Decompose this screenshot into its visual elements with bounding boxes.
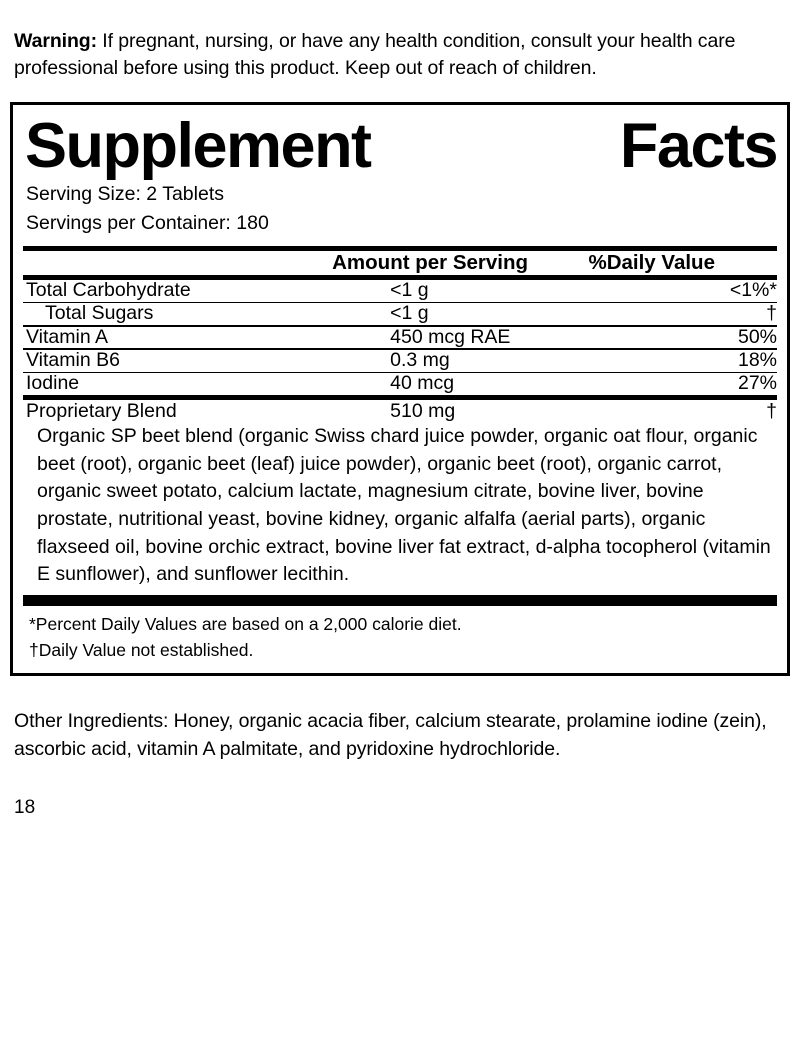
header-amount-per-serving: Amount per Serving [332,250,529,274]
panel-title-word-facts: Facts [619,111,777,182]
panel-title-word-supplement: Supplement [25,111,371,182]
nutrient-name: Total Sugars [45,302,154,325]
blend-name: Proprietary Blend [26,400,177,423]
table-row [23,350,777,372]
table-row [23,400,777,423]
table-row [23,280,777,302]
rule-below-blend [23,595,777,606]
header-nutrient [23,251,332,275]
nutrient-amount: 40 mcg [390,372,455,395]
other-ingredients: Other Ingredients: Honey, organic acacia fiber, calcium stearate, prolamine iodine (zein), ascorbic acid, vitamin A palmitate, and pyridoxine hydrochloride. [14,709,767,760]
nutrient-amount: <1 g [390,302,429,325]
footnote-dv-not-established: †Daily Value not established. [29,639,254,660]
supplement-label-page [0,20,800,1042]
table-header-row [23,251,777,275]
warning-label: Warning: [14,29,97,52]
nutrient-dv: † [766,302,777,325]
proprietary-blend-table [23,400,777,423]
nutrient-dv: 27% [737,372,777,395]
nutrient-amount: <1 g [390,278,429,301]
nutrition-table [23,251,777,275]
nutrient-amount: 0.3 mg [390,348,450,371]
nutrient-name: Vitamin B6 [26,348,120,371]
warning-text: If pregnant, nursing, or have any health condition, consult your health care professional before using this product. Keep out of reach of children. [14,29,736,80]
nutrient-dv: <1%* [729,278,777,301]
servings-per-container: Servings per Container: 180 [26,211,269,234]
footnotes [23,606,777,665]
nutrient-dv: 50% [737,325,777,348]
footnote-daily-value-basis: *Percent Daily Values are based on a 2,000 calorie diet. [29,614,462,635]
nutrient-dv: 18% [737,348,777,371]
table-row [23,303,777,325]
page-number: 18 [14,796,36,818]
blend-description: Organic SP beet blend (organic Swiss chard juice powder, organic oat flour, organic beet (root), organic beet (leaf) juice powder), organic beet (root), organic carrot, organic sweet potato, calcium lactate, magnesium citrate, bovine liver, bovine prostate, nutritional yeast, bovine kidney, organic alfalfa (aerial parts), organic flaxseed oil, bovine orchic extract, bovine liver fat extract, d-alpha tocopherol (vitamin E sunflower), and sunflower lecithin. [37,425,771,586]
table-row [23,327,777,349]
blend-amount: 510 mg [390,400,456,423]
nutrient-rows [23,280,777,395]
panel-title [23,109,777,180]
serving-size: Serving Size: 2 Tablets [26,183,224,206]
supplement-facts-panel [10,102,790,676]
nutrient-name: Iodine [26,372,80,395]
table-row [23,373,777,395]
nutrient-name: Vitamin A [26,325,109,348]
header-daily-value: %Daily Value [588,250,715,274]
nutrient-amount: 450 mcg RAE [390,325,511,348]
blend-dv: † [766,400,777,423]
warning-paragraph [10,20,790,83]
nutrient-name: Total Carbohydrate [26,278,191,301]
